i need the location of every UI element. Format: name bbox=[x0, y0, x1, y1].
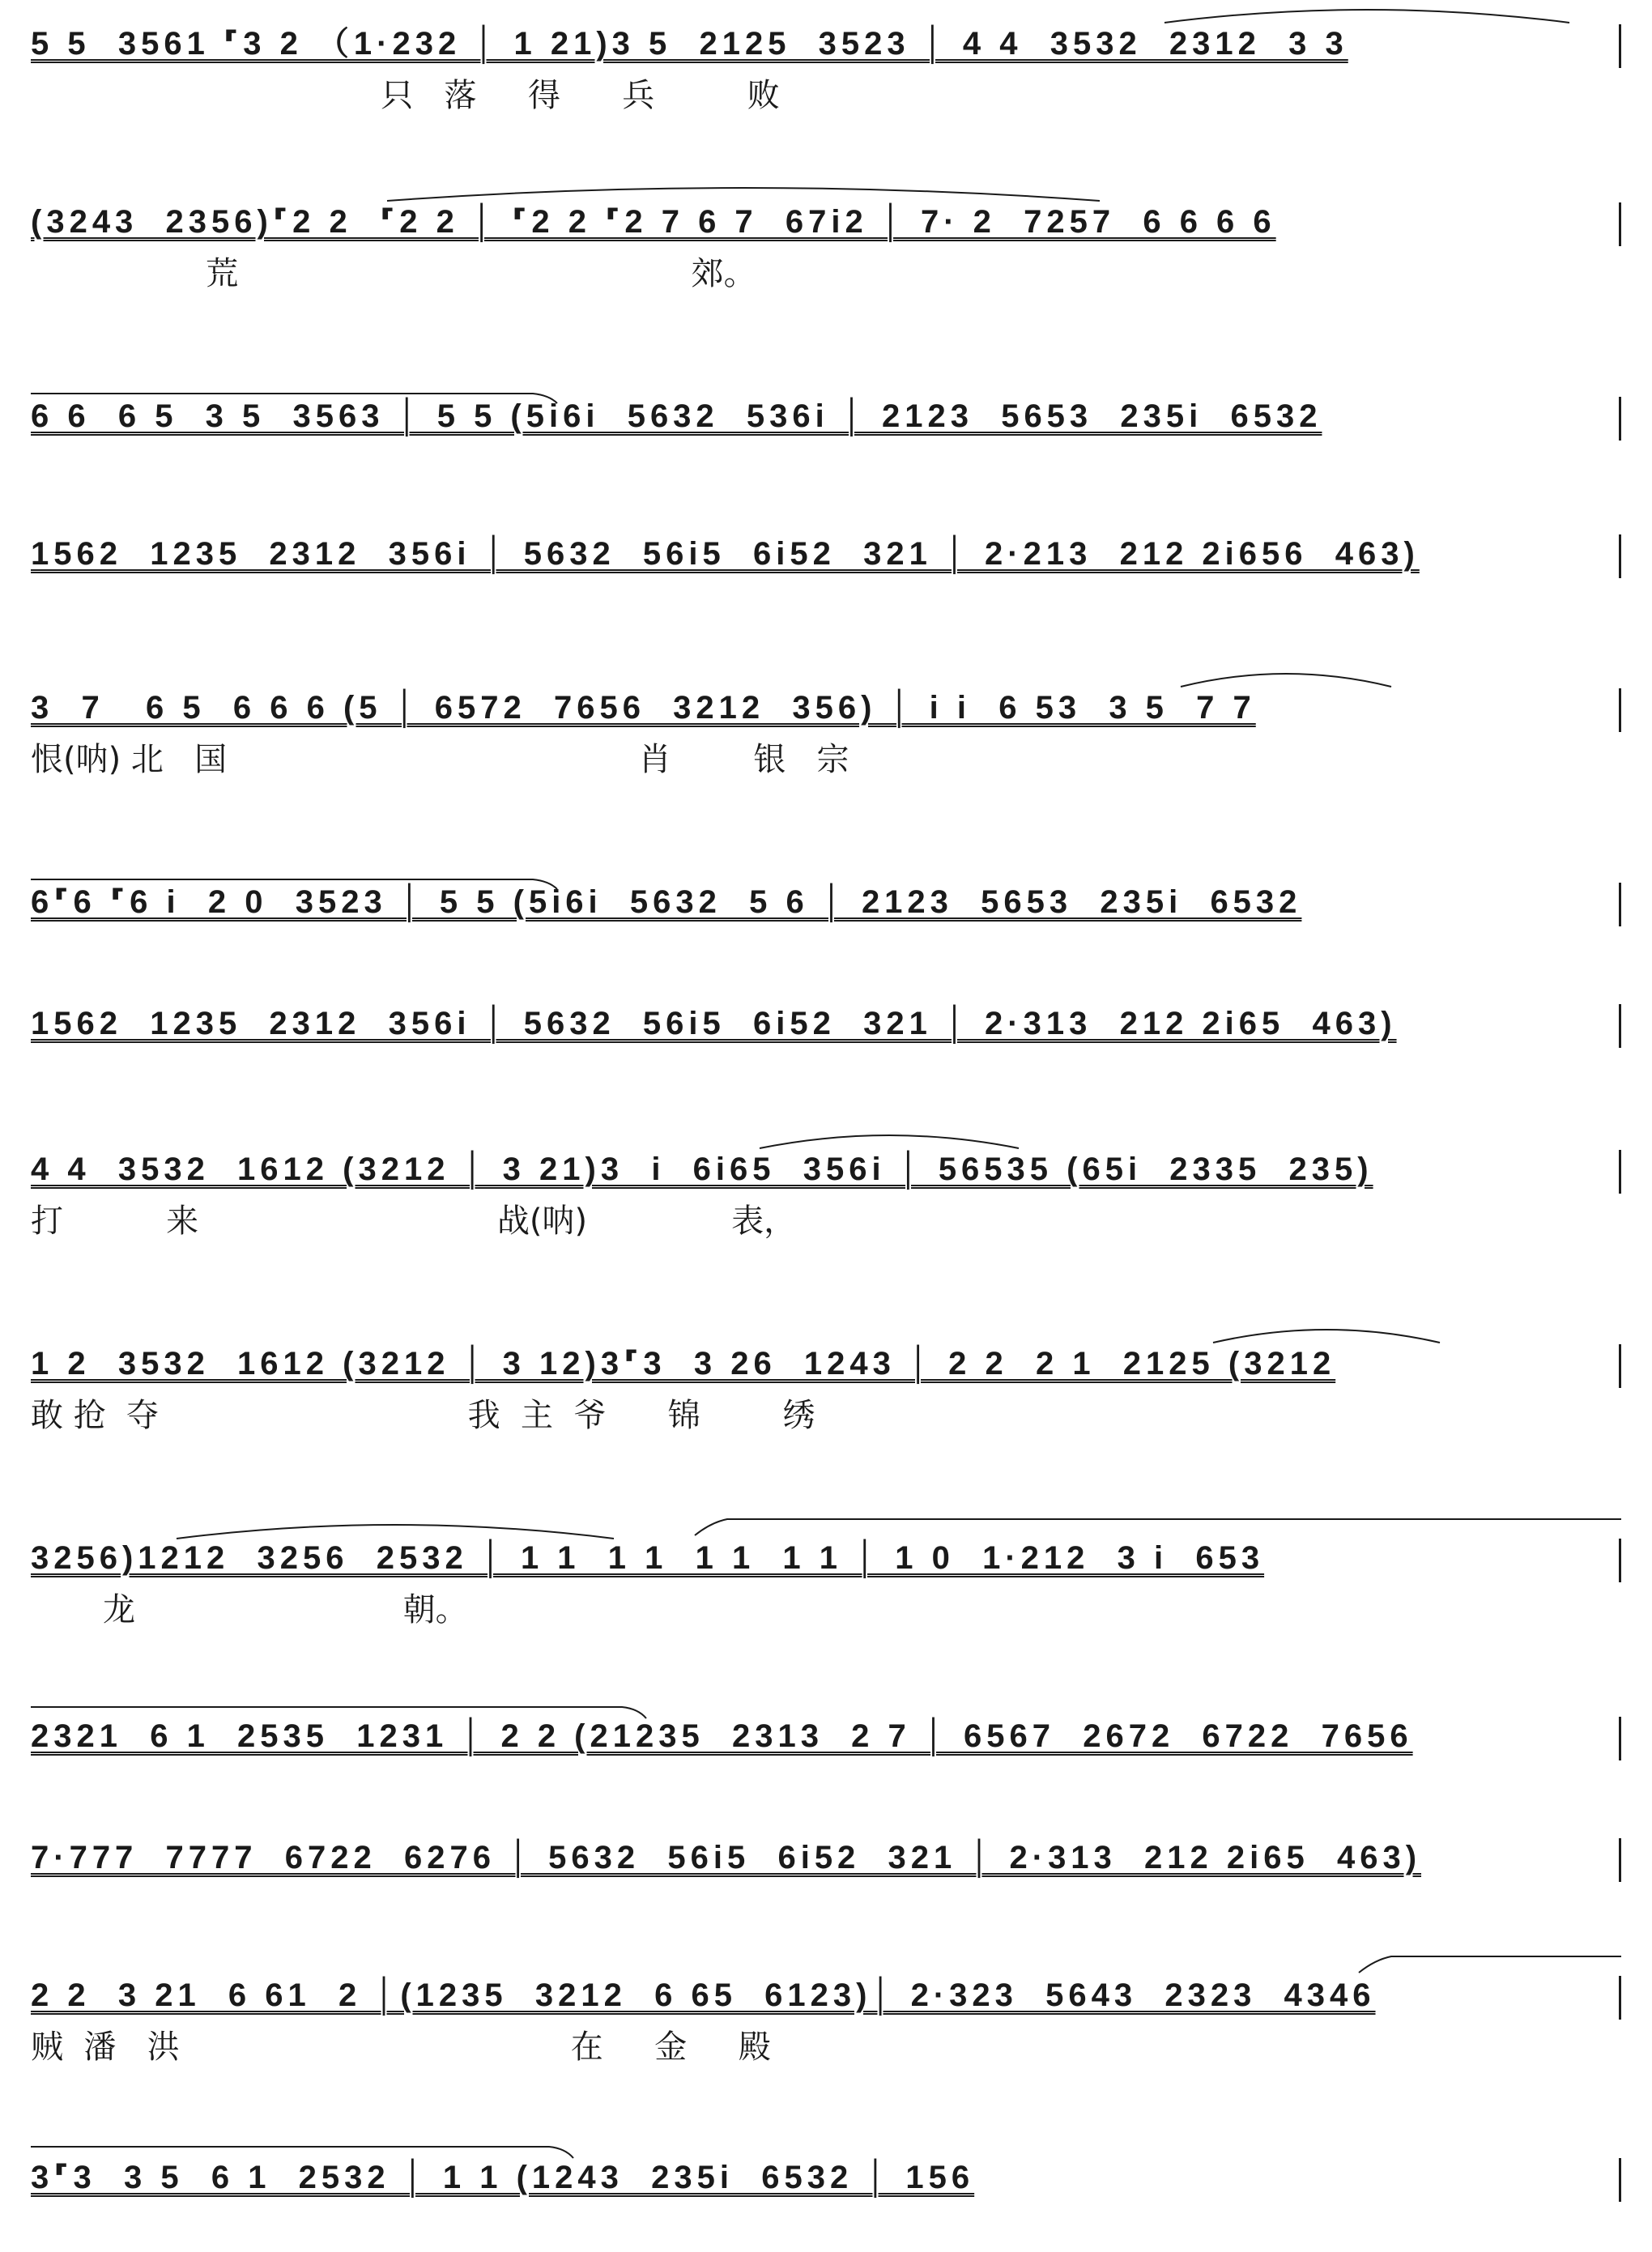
barline bbox=[1619, 1976, 1621, 2020]
slur-mark bbox=[31, 2139, 1621, 2158]
slur-mark bbox=[31, 183, 1621, 202]
score-row bbox=[31, 1976, 1621, 2066]
notation-line: 3⸢3 3 5 6 1 2532 │ 1 1 (1243 235i 6532 │ 156 bbox=[31, 2160, 975, 2195]
score-row bbox=[31, 688, 1621, 778]
slur-mark bbox=[31, 1697, 1621, 1717]
notation-line: 4 4 3532 1612 (3212 │ 3 21)3 i 6i65 356i │ 56535 (65i 2335 235) bbox=[31, 1152, 1373, 1187]
notation-line: 7·777 7777 6722 6276 │ 5632 56i5 6i52 321 │ 2·313 212 2i65 463) bbox=[31, 1840, 1422, 1875]
barline bbox=[1619, 534, 1621, 578]
notation-line: 3 7 6 5 6 6 6 (5 │ 6572 7656 3212 356) │ i i 6 53 3 5 7 7 bbox=[31, 690, 1256, 726]
slur-mark bbox=[31, 1519, 1621, 1539]
score-row bbox=[31, 1717, 1621, 1756]
notation-line: (3243 2356)⸢2 2 ⸢2 2 │ ⸢2 2 ⸢2 7 6 7 67i2 │ 7· 2 7257 6 6 6 6 bbox=[31, 204, 1276, 240]
lyric-line: 只 落 得 兵 败 bbox=[31, 77, 780, 114]
slur-mark bbox=[31, 1130, 1621, 1150]
score-row bbox=[31, 1344, 1621, 1434]
barline bbox=[1619, 1004, 1621, 1048]
lyric-line: 荒 郊。 bbox=[31, 255, 756, 292]
score-row bbox=[31, 1004, 1621, 1043]
barline bbox=[1619, 1838, 1621, 1882]
barline bbox=[1619, 688, 1621, 732]
barline bbox=[1619, 202, 1621, 246]
slur-mark bbox=[31, 669, 1621, 688]
barline bbox=[1619, 1539, 1621, 1582]
lyric-line: 敢 抢 夺 我 主 爷 锦 绣 bbox=[31, 1397, 815, 1434]
notation-line: 6 6 6 5 3 5 3563 │ 5 5 (5i6i 5632 536i │ 2123 5653 235i 6532 bbox=[31, 398, 1322, 434]
notation-line: 6⸢6 ⸢6 i 2 0 3523 │ 5 5 (5i6i 5632 5 6 │ 2123 5653 235i 6532 bbox=[31, 884, 1302, 920]
slur-mark bbox=[31, 1956, 1621, 1976]
barline bbox=[1619, 24, 1621, 68]
score-row bbox=[31, 397, 1621, 436]
notation-line: 1 2 3532 1612 (3212 │ 3 12)3⸢3 3 26 1243 │ 2 2 2 1 2125 (3212 bbox=[31, 1346, 1336, 1381]
barline bbox=[1619, 1717, 1621, 1760]
notation-line: 1562 1235 2312 356i │ 5632 56i5 6i52 321 │ 2·213 212 2i656 463) bbox=[31, 536, 1420, 572]
barline bbox=[1619, 1150, 1621, 1194]
notation-line: 2321 6 1 2535 1231 │ 2 2 (21235 2313 2 7 │ 6567 2672 6722 7656 bbox=[31, 1718, 1413, 1754]
barline bbox=[1619, 2158, 1621, 2202]
slur-mark bbox=[31, 5, 1621, 24]
lyric-line: 龙 朝。 bbox=[31, 1591, 468, 1628]
barline bbox=[1619, 883, 1621, 926]
barline bbox=[1619, 397, 1621, 441]
notation-line: 3256)1212 3256 2532 │ 1 1 1 1 1 1 1 1 │ 1 0 1·212 3 i 653 bbox=[31, 1540, 1265, 1576]
score-row bbox=[31, 1838, 1621, 1877]
score-row bbox=[31, 202, 1621, 292]
score-row bbox=[31, 883, 1621, 922]
notation-line: 2 2 3 21 6 61 2 │(1235 3212 6 65 6123)│ 2·323 5643 2323 4346 bbox=[31, 1977, 1376, 2013]
lyric-line: 贼 潘 洪 在 金 殿 bbox=[31, 2029, 771, 2066]
slur-mark bbox=[31, 377, 1621, 397]
slur-mark bbox=[31, 863, 1621, 883]
lyric-line: 打 来 战(呐) 表， bbox=[31, 1203, 797, 1240]
lyric-line: 恨(呐) 北 国 肖 银 宗 bbox=[31, 741, 849, 778]
slur-mark bbox=[31, 1325, 1621, 1344]
score-row bbox=[31, 534, 1621, 573]
notation-line: 1562 1235 2312 356i │ 5632 56i5 6i52 321 │ 2·313 212 2i65 463) bbox=[31, 1006, 1397, 1041]
score-row bbox=[31, 2158, 1621, 2197]
score-row bbox=[31, 1539, 1621, 1628]
barline bbox=[1619, 1344, 1621, 1388]
score-row bbox=[31, 24, 1621, 114]
notation-line: 5 5 3561 ⸢3 2 （1·232 │ 1 21)3 5 2125 3523 │ 4 4 3532 2312 3 3 bbox=[31, 26, 1348, 62]
score-row bbox=[31, 1150, 1621, 1240]
